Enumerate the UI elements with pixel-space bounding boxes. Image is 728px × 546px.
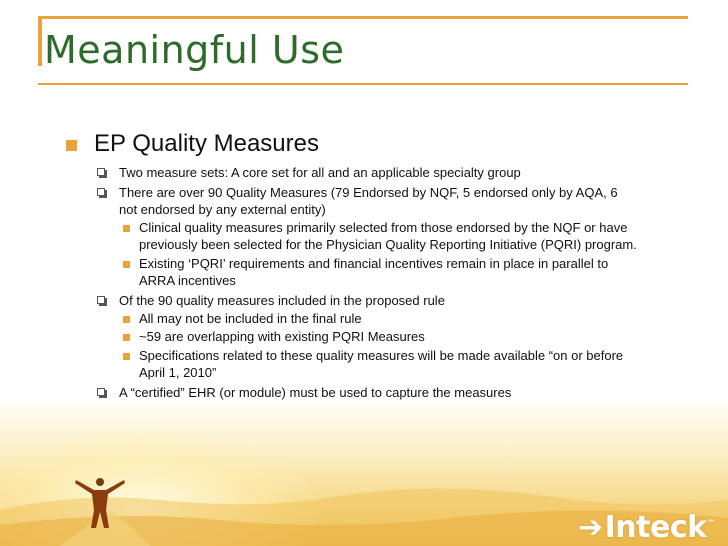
slide-title: Meaningful Use xyxy=(44,28,345,72)
checkbox-bullet-icon xyxy=(97,188,105,196)
checkbox-bullet-icon xyxy=(97,388,105,396)
left-accent-bar xyxy=(38,16,42,66)
top-rule xyxy=(38,16,688,19)
bullet-heading: EP Quality Measures xyxy=(94,130,319,157)
bullet-text: There are over 90 Quality Measures (79 Endorsed by NQF, 5 endorsed only by AQA, 6 xyxy=(119,185,618,200)
sub-bullet-text-cont: previously been selected for the Physician Quality Reporting Initiative (PQRI) program. xyxy=(139,237,637,252)
checkbox-bullet-icon xyxy=(97,168,105,176)
sub-bullet-text: Specifications related to these quality measures will be made available “on or before xyxy=(139,348,624,363)
square-bullet-icon xyxy=(123,261,130,268)
bullet-text: Two measure sets: A core set for all and an applicable specialty group xyxy=(119,165,521,180)
square-bullet-icon xyxy=(123,334,130,341)
bullet-text: A “certified” EHR (or module) must be used to capture the measures xyxy=(119,385,512,400)
sub-bullet-text-cont: April 1, 2010” xyxy=(139,365,217,380)
trademark-mark: ™ xyxy=(706,519,716,529)
sub-bullet-text: All may not be included in the final rule xyxy=(139,311,362,326)
sub-bullet-text: ~59 are overlapping with existing PQRI Measures xyxy=(139,329,425,344)
bullet-text: Of the 90 quality measures included in the proposed rule xyxy=(119,293,445,308)
square-bullet-icon xyxy=(123,316,130,323)
checkbox-bullet-icon xyxy=(97,296,105,304)
arrow-logo-icon: ➔ xyxy=(578,510,603,545)
title-rule xyxy=(38,83,688,85)
level1-bullet-icon xyxy=(66,140,77,151)
logo-text: Inteck xyxy=(604,510,707,545)
square-bullet-icon xyxy=(123,225,130,232)
sub-bullet-text-cont: ARRA incentives xyxy=(139,273,236,288)
sub-bullet-text: Clinical quality measures primarily selected from those endorsed by the NQF or have xyxy=(139,220,628,235)
bullet-text-cont: not endorsed by any external entity) xyxy=(119,202,326,217)
sub-bullet-text: Existing ‘PQRI’ requirements and financial incentives remain in place in parallel to xyxy=(139,256,609,271)
person-arms-raised-icon xyxy=(70,470,130,530)
square-bullet-icon xyxy=(123,353,130,360)
inteck-logo xyxy=(578,510,715,545)
